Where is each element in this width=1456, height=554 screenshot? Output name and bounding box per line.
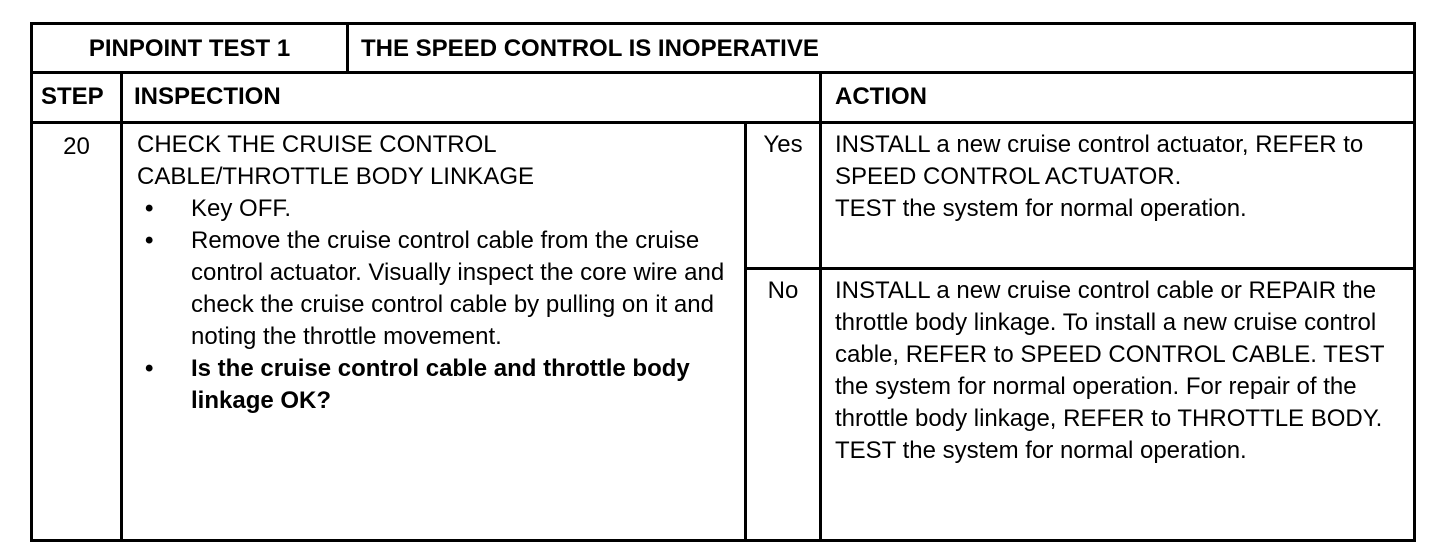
inspection-heading-line2: CABLE/THROTTLE BODY LINKAGE	[137, 163, 534, 190]
action-column-header	[835, 74, 1395, 120]
action-divider	[819, 73, 822, 539]
inspection-column-header	[134, 74, 734, 120]
step-divider	[120, 73, 123, 539]
yes-answer: Yes	[763, 131, 803, 158]
no-action-cell	[835, 275, 1405, 467]
pinpoint-test-table	[30, 22, 1416, 542]
step-number-cell	[33, 131, 120, 163]
yes-answer-cell	[747, 129, 819, 161]
column-header-rule	[33, 121, 1413, 124]
no-action-test: TEST the system for normal operation.	[835, 437, 1247, 464]
bullet-text: Key OFF.	[191, 195, 292, 222]
no-answer-cell	[747, 275, 819, 307]
step-header-text: STEP	[41, 83, 104, 110]
no-action-text: INSTALL a new cruise control cable or REPAIR the throttle body linkage. To install a new cruise control cable, REFER to SPEED CONTROL CABLE. TEST the system for normal operation. For repair of the throttle body linkage, REFER to THROTTLE BODY.	[835, 277, 1385, 432]
inspection-header-text: INSPECTION	[134, 83, 281, 110]
title-divider	[346, 25, 349, 73]
bullet-glyph: •	[145, 227, 154, 254]
test-title: THE SPEED CONTROL IS INOPERATIVE	[361, 35, 819, 62]
step-number: 20	[63, 133, 90, 160]
bullet-item	[145, 225, 735, 353]
yes-action-text: INSTALL a new cruise control actuator, REFER to SPEED CONTROL ACTUATOR.	[835, 131, 1364, 190]
test-title-cell	[361, 25, 1401, 73]
yes-no-rule	[744, 267, 1413, 270]
bullet-text: Remove the cruise control cable from the cruise control actuator. Visually inspect the core wire and check the cruise control cable by pulling on it and noting the throttle movement.	[191, 227, 725, 350]
inspection-heading-line1: CHECK THE CRUISE CONTROL	[137, 131, 497, 158]
inspection-bullets	[145, 193, 735, 417]
bullet-item-question	[145, 353, 735, 417]
no-answer: No	[767, 277, 799, 304]
test-label: PINPOINT TEST 1	[88, 35, 291, 62]
yes-action-test: TEST the system for normal operation.	[835, 195, 1247, 222]
yes-action-cell	[835, 129, 1405, 225]
action-header-text: ACTION	[835, 83, 927, 110]
test-label-cell	[33, 25, 346, 73]
bullet-item	[145, 193, 735, 225]
answer-divider	[744, 124, 747, 539]
inspection-cell	[137, 129, 735, 417]
bullet-glyph: •	[145, 355, 154, 382]
bullet-text: Is the cruise control cable and throttle body linkage OK?	[191, 355, 690, 414]
step-column-header	[41, 74, 121, 120]
bullet-glyph: •	[145, 195, 154, 222]
